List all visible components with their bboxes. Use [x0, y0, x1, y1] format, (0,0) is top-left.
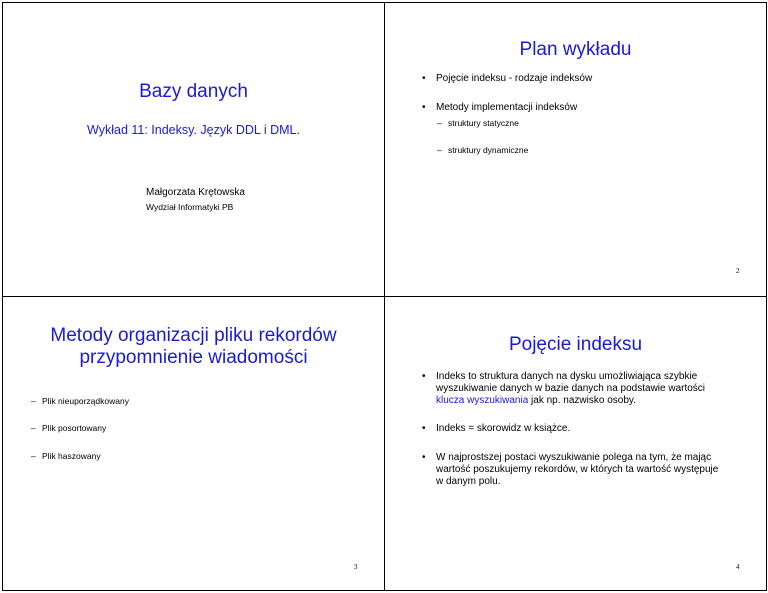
slide-4-bullet-line: W najprostszej postaci wyszukiwanie polega na tym, że mając [436, 452, 712, 463]
slide-4-bullet-text: Indeks = skorowidz w książce. [436, 423, 571, 434]
slide-3-item-text: Plik posortowany [42, 423, 107, 433]
slide-2-subitem-text: struktury statyczne [448, 118, 519, 128]
slide-4-bullet [422, 423, 762, 435]
page-number: 2 [736, 267, 740, 275]
slide-1-author: Małgorzata Krętowska [146, 187, 245, 198]
dash-icon: – [437, 145, 442, 155]
slide-4-bullet-line: w danym polu. [436, 476, 501, 487]
slide-3-item [31, 396, 331, 407]
dash-icon: – [437, 118, 442, 128]
slide-2-bullet-text: Pojęcie indeksu - rodzaje indeksów [436, 73, 593, 84]
bullet-icon: • [422, 452, 426, 463]
slide-3 [2, 296, 385, 591]
slide-1-title: Bazy danych [139, 81, 248, 102]
slide-2-title: Plan wykładu [519, 39, 632, 60]
slide-3-item-text: Plik haszowany [42, 451, 101, 461]
slide-2-bullet-text: Metody implementacji indeksów [436, 102, 578, 113]
slide-2-bullet [422, 102, 752, 114]
bullet-icon: • [422, 73, 426, 84]
slide-2-subitem [437, 118, 737, 129]
dash-icon: – [31, 423, 36, 433]
page-number: 3 [354, 563, 358, 571]
dash-icon: – [31, 396, 36, 406]
slide-3-item-text: Plik nieuporządkowany [42, 396, 129, 406]
slide-4-bullet [422, 452, 762, 488]
bullet-icon: • [422, 102, 426, 113]
slide-3-title [3, 325, 384, 369]
slide-4 [384, 296, 767, 591]
slide-3-title-line: przypomnienie wiadomości [79, 347, 308, 368]
slide-1-affiliation: Wydział Informatyki PB [146, 202, 234, 212]
slide-1-subtitle: Wykład 11: Indeksy. Język DDL i DML. [87, 123, 300, 137]
slide-3-item [31, 451, 331, 462]
slide-4-bullet-line: wyszukiwanie danych w bazie danych na podstawie wartości [436, 383, 706, 394]
slide-4-bullet-line: wartość poszukujemy rekordów, w których ta wartość występuje [436, 464, 719, 475]
slide-3-title-line: Metody organizacji pliku rekordów [50, 325, 337, 346]
slide-3-item [31, 423, 331, 434]
dash-icon: – [31, 451, 36, 461]
slide-4-title: Pojęcie indeksu [508, 334, 643, 355]
slide-4-bullet-line: Indeks to struktura danych na dysku umożliwiająca szybkie [436, 371, 698, 382]
slide-2-subitem [437, 145, 737, 156]
slide-2-bullet [422, 73, 752, 85]
slide-2 [384, 2, 767, 298]
bullet-icon: • [422, 371, 426, 382]
page-number: 4 [736, 563, 740, 571]
slide-4-bullet [422, 371, 762, 407]
bullet-icon: • [422, 423, 426, 434]
slide-1 [2, 2, 385, 298]
search-key-highlight: klucza wyszukiwania [436, 395, 529, 406]
slide-4-bullet-tail: jak np. nazwisko osoby. [528, 395, 636, 406]
slide-2-subitem-text: struktury dynamiczne [448, 145, 529, 155]
